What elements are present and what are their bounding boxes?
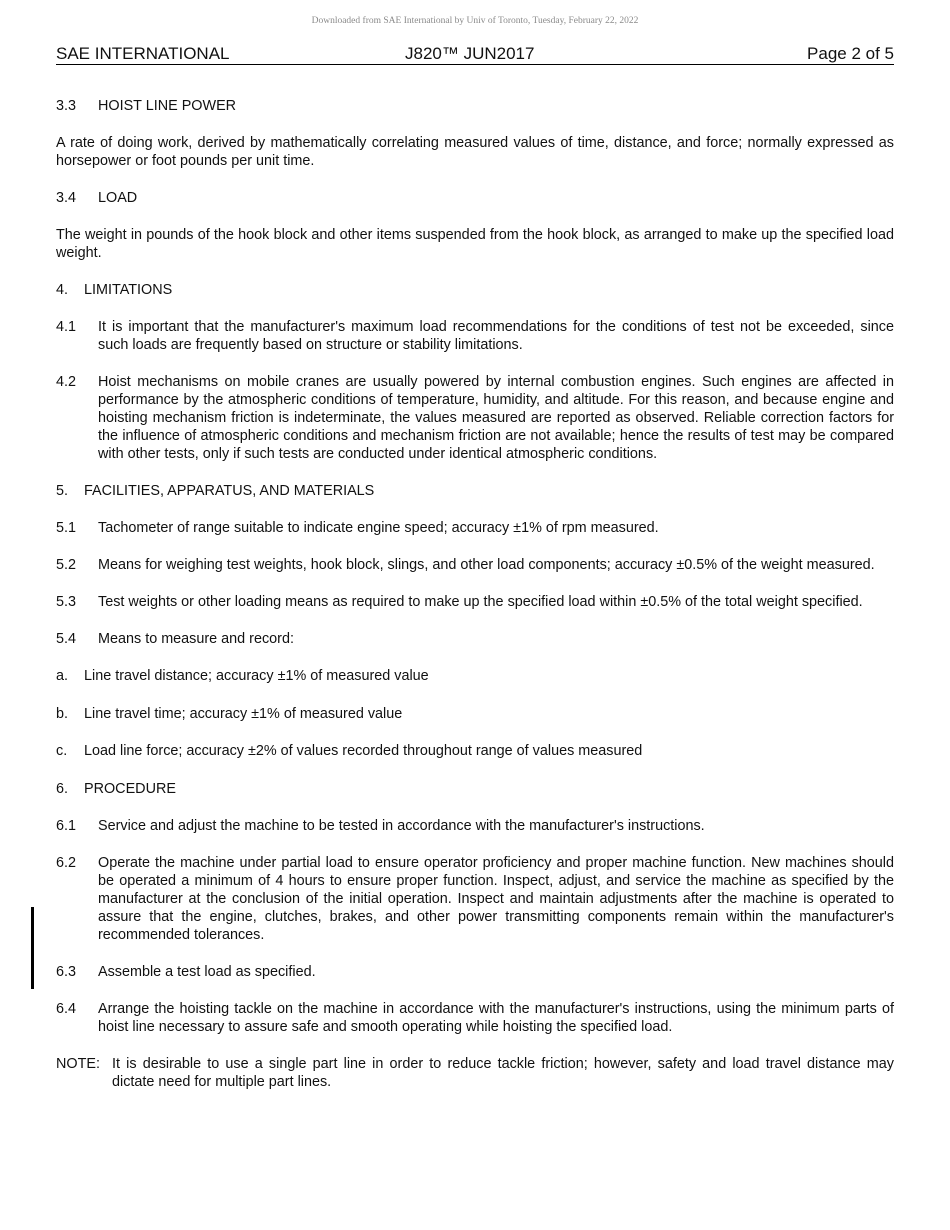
item-text: Arrange the hoisting tackle on the machine in accordance with the manufacturer's instructions, using the minimum parts of hoist line necessary to assure safe and smooth operating while hoisting the specified load. <box>98 1000 894 1035</box>
item-number: 6.3 <box>56 963 77 980</box>
item-text: Service and adjust the machine to be tested in accordance with the manufacturer's instructions. <box>98 817 705 834</box>
item-text: Means to measure and record: <box>98 631 294 647</box>
section-heading-6 <box>56 780 894 798</box>
item-number: 4.1 <box>56 319 77 335</box>
section-heading-3-4 <box>56 189 894 207</box>
section-number: 6. <box>56 780 69 797</box>
item-text: It is important that the manufacturer's maximum load recommendations for the conditions of test not be exceeded, since such loads are frequently based on structure or stability limitations. <box>98 319 894 353</box>
section-number: 5. <box>56 483 69 499</box>
section-title: LIMITATIONS <box>84 282 173 298</box>
list-item-4-1 <box>56 318 894 354</box>
note-label: NOTE: <box>56 1055 100 1072</box>
note <box>56 1055 894 1091</box>
section-heading-3-3 <box>56 97 894 115</box>
item-text: Operate the machine under partial load to ensure operator proficiency and proper machine function. New machines should be operated a minimum of 4 hours to ensure proper function. Inspect, adjust, and service the machine as specified by the manufacturer at the conclusion of the initial operation. Inspect and maintain adjustments after the machine is operated to assure that the engine, clutches, brakes, and other power transmitting components remain within the manufacturer's recommended tolerances. <box>98 854 894 943</box>
list-item-6-2 <box>56 854 894 944</box>
item-text: Test weights or other loading means as required to make up the specified load within ±0.5% of the total weight specified. <box>98 594 863 610</box>
sub-item-text: Load line force; accuracy ±2% of values recorded throughout range of values measured <box>84 743 643 759</box>
document-body <box>56 97 894 1091</box>
item-number: 5.4 <box>56 631 77 647</box>
item-text: Hoist mechanisms on mobile cranes are usually powered by internal combustion engines. Such engines are affected in performance by the atmospheric conditions of temperature, humidity, and altitude. For this reason, and because engine and hoisting mechanism friction is indeterminate, the values measured are reported as observed. Reliable correction factors for the influence of atmospheric conditions and mechanism friction are not available; hence the results of test may be compared with other tests, only if such tests are conducted under identical atmospheric conditions. <box>98 374 894 462</box>
list-item-5-2 <box>56 556 894 574</box>
section-number: 4. <box>56 282 69 298</box>
item-number: 6.4 <box>56 1000 77 1017</box>
sub-item-letter: a. <box>56 668 69 684</box>
item-number: 5.1 <box>56 520 77 536</box>
section-number: 3.4 <box>56 190 77 206</box>
list-item-5-3 <box>56 593 894 611</box>
item-text: Tachometer of range suitable to indicate engine speed; accuracy ±1% of rpm measured. <box>98 520 659 536</box>
sub-item-a <box>56 667 894 685</box>
header-document-id: J820™ JUN2017 <box>405 44 535 63</box>
list-item-5-1 <box>56 519 894 537</box>
sub-item-letter: b. <box>56 705 69 722</box>
section-title: HOIST LINE POWER <box>98 98 237 114</box>
item-number: 5.3 <box>56 594 77 610</box>
item-text: Means for weighing test weights, hook block, slings, and other load components; accuracy ±0.5% of the weight measured. <box>98 557 875 573</box>
paragraph-load: The weight in pounds of the hook block and other items suspended from the hook block, as arranged to make up the specified load weight. <box>56 227 894 261</box>
section-number: 3.3 <box>56 98 77 114</box>
section-heading-4 <box>56 281 894 299</box>
paragraph-hoist-line-power: A rate of doing work, derived by mathematically correlating measured values of time, distance, and force; normally expressed as horsepower or foot pounds per unit time. <box>56 135 894 169</box>
item-text: Assemble a test load as specified. <box>98 963 316 980</box>
sub-item-c <box>56 742 894 760</box>
page-header <box>56 44 894 65</box>
list-item-6-4 <box>56 1000 894 1036</box>
revision-bar <box>31 907 34 989</box>
item-number: 6.1 <box>56 817 77 834</box>
sub-item-text: Line travel time; accuracy ±1% of measured value <box>84 705 403 722</box>
sub-item-b <box>56 705 894 723</box>
section-title: FACILITIES, APPARATUS, AND MATERIALS <box>84 483 375 499</box>
list-item-5-4 <box>56 630 894 648</box>
header-page-number: Page 2 of 5 <box>807 44 894 63</box>
section-title: LOAD <box>98 190 138 206</box>
sub-item-text: Line travel distance; accuracy ±1% of measured value <box>84 668 429 684</box>
download-watermark: Downloaded from SAE International by Univ of Toronto, Tuesday, February 22, 2022 <box>311 16 639 26</box>
section-heading-5 <box>56 482 894 500</box>
sub-item-letter: c. <box>56 743 68 759</box>
item-number: 4.2 <box>56 374 77 390</box>
list-item-6-1 <box>56 817 894 835</box>
section-title: PROCEDURE <box>84 780 176 797</box>
list-item-4-2 <box>56 373 894 463</box>
header-organization: SAE INTERNATIONAL <box>56 44 230 63</box>
item-number: 5.2 <box>56 557 77 573</box>
note-text: It is desirable to use a single part line in order to reduce tackle friction; however, safety and load travel distance may dictate need for multiple part lines. <box>112 1055 894 1090</box>
item-number: 6.2 <box>56 854 77 871</box>
list-item-6-3 <box>56 963 894 981</box>
